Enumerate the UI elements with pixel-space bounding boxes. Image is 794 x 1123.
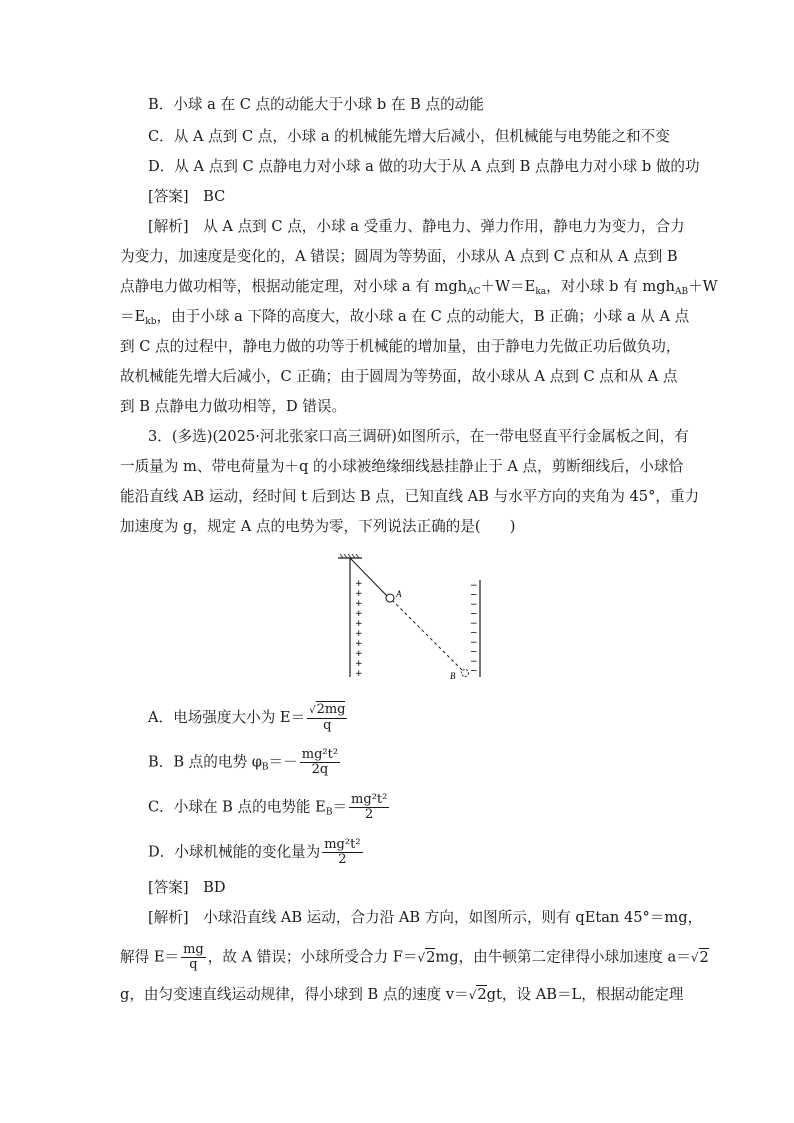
- plus-sign: +: [355, 659, 363, 669]
- parallel-plates-figure: [330, 552, 490, 682]
- q3-option-a: A．电场强度大小为 E＝ $\frac{√2mg}{q}$: [148, 702, 346, 733]
- minus-sign: −: [470, 628, 478, 639]
- q3-analysis-line-1: [解析] 小球沿直线 AB 运动，合力沿 AB 方向，如图所示，则有 qEtan 45°＝mg，: [148, 909, 703, 926]
- q2-analysis-line-1: [解析] 从 A 点到 C 点，小球 a 受重力、静电力、弹力作用，静电力为变力，合力: [148, 218, 685, 235]
- minus-sign: −: [470, 657, 478, 667]
- q3-option-b: B．B 点的电势 $\varphi_B=-$ $\frac{\text{mg²t²}}{2q}$: [148, 747, 339, 777]
- q2-analysis-line-5: 到 C 点的过程中，静电力做的功等于机械能的增加量，由于静电力先做正功后做负功，: [120, 338, 681, 355]
- plus-sign: +: [355, 579, 363, 589]
- minus-sign: −: [470, 590, 478, 601]
- q3-answer: [答案] BD: [148, 879, 226, 896]
- trajectory-line: [392, 600, 464, 672]
- q3-analysis-line-3: g，由匀变速直线运动规律，得小球到 B 点的速度 v＝√2gt，设 AB＝L，根据动能定理: [120, 986, 684, 1003]
- q2-analysis-line-6: 故机械能先增大后减小，C 正确；由于圆周为等势面，故小球从 A 点到 C 点和从 A 点: [120, 368, 678, 385]
- label-b: B: [450, 671, 456, 681]
- plus-sign: +: [355, 599, 363, 609]
- plus-sign: +: [355, 669, 363, 679]
- positive-charges: [355, 579, 363, 679]
- minus-sign: −: [470, 666, 478, 677]
- minus-sign: −: [470, 638, 478, 648]
- ball-at-b: [462, 670, 469, 677]
- q3-analysis-line-2: 解得 E＝ $\frac{mg}{q}$ ，故 A 错误；小球所受合力 F＝√2mg，由牛顿第二定律得小球加速度 a＝√2: [120, 942, 709, 972]
- q2-option-b: B．小球 a 在 C 点的动能大于小球 b 在 B 点的动能: [148, 96, 484, 113]
- ball-at-a: [386, 594, 394, 602]
- plus-sign: +: [355, 619, 363, 629]
- q3-option-c: C．小球在 B 点的电势能 $E_B=$ $\frac{\text{mg²t²}}{2}$: [148, 792, 388, 822]
- minus-sign: −: [470, 609, 478, 620]
- q3-stem-line-3: 能沿直线 AB 运动，经时间 t 后到达 B 点，已知直线 AB 与水平方向的夹角为 45°，重力: [120, 488, 700, 505]
- plus-sign: +: [355, 639, 363, 649]
- plus-sign: +: [355, 609, 363, 619]
- plus-sign: +: [355, 589, 363, 599]
- q3-option-d: D．小球机械能的变化量为 $\frac{\text{mg²t²}}{2}$: [148, 837, 361, 867]
- minus-sign: −: [470, 619, 478, 629]
- minus-sign: −: [470, 647, 478, 658]
- q2-analysis-line-2: 为变力，加速度是变化的，A 错误；圆周为等势面，小球从 A 点到 C 点和从 A 点到 B: [120, 248, 678, 265]
- q2-option-d: D．从 A 点到 C 点静电力对小球 a 做的功大于从 A 点到 B 点静电力对小球 b 做的功: [148, 158, 700, 175]
- q3-stem-line-2: 一质量为 m、带电荷量为＋q 的小球被绝缘细线悬挂静止于 A 点，剪断细线后，小球恰: [120, 458, 684, 475]
- minus-sign: −: [470, 600, 478, 610]
- label-a: A: [396, 589, 402, 599]
- q2-option-c: C．从 A 点到 C 点，小球 a 的机械能先增大后减小，但机械能与电势能之和不变: [148, 128, 670, 145]
- q2-analysis-line-7: 到 B 点静电力做功相等，D 错误。: [120, 398, 347, 415]
- q2-answer: [答案] BC: [148, 188, 226, 205]
- ceiling-hatch: [338, 554, 362, 558]
- q2-analysis-line-4: $=E_{kb}$，由于小球 a 下降的高度大，故小球 a 在 C 点的动能大，B 正确；小球 a 从 A 点: [120, 308, 690, 327]
- negative-charges: [470, 581, 478, 677]
- plus-sign: +: [355, 629, 363, 639]
- q3-stem-line-1: 3．(多选)(2025·河北张家口高三调研)如图所示，在一带电竖直平行金属板之间，有: [148, 428, 689, 445]
- plus-sign: +: [355, 649, 363, 659]
- minus-sign: −: [470, 581, 478, 591]
- q2-analysis-line-3: 点静电力做功相等，根据动能定理，对小球 a 有 $mgh_{AC}+W=E_{ka}$，对小球 b 有 mgh$_{AB}$＋W: [120, 278, 718, 297]
- q3-stem-line-4: 加速度为 g，规定 A 点的电势为零，下列说法正确的是( ): [120, 518, 516, 535]
